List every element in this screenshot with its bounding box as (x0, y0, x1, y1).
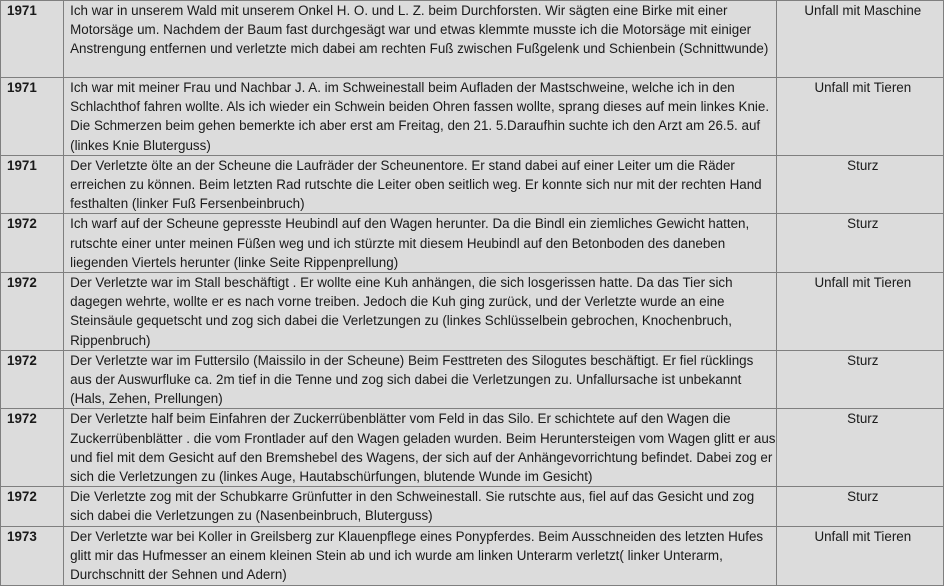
category-cell: Sturz (776, 214, 943, 273)
category-cell: Sturz (776, 487, 943, 526)
table-row (1, 409, 944, 487)
description-cell: Die Verletzte zog mit der Schubkarre Grünfutter in den Schweinestall. Sie rutschte aus, fiel auf das Gesicht und zog sich dabei die Verletzungen zu (Nasenbeinbruch, Bluterguss) (64, 487, 777, 526)
description-cell: Der Verletzte ölte an der Scheune die Laufräder der Scheunentore. Er stand dabei auf einer Leiter um die Räder erreichen zu können. Beim letzten Rad rutschte die Leiter oben seitlich weg. Er konnte sich nur mit der rechten Hand festhalten (linker Fuß Fersenbeinbruch) (64, 155, 777, 214)
category-cell: Unfall mit Tieren (776, 273, 943, 351)
year-cell: 1973 (1, 526, 64, 585)
category-cell: Unfall mit Tieren (776, 526, 943, 585)
year-cell: 1972 (1, 273, 64, 351)
table-row (1, 155, 944, 214)
table-row (1, 487, 944, 526)
table-row (1, 526, 944, 585)
category-cell: Unfall mit Maschine (776, 1, 943, 78)
year-cell: 1972 (1, 214, 64, 273)
description-cell: Der Verletzte half beim Einfahren der Zuckerrübenblätter vom Feld in das Silo. Er schichtete auf den Wagen die Zuckerrübenblätter . die vom Frontlader auf den Wagen geladen wurden. Beim Heruntersteigen vom Wagen glitt er aus und fiel mit dem Gesicht auf den Bremshebel des Wagens, der sich auf der Anhängevorrichtung befindet. Dabei zog er sich die Verletzungen zu (linkes Auge, Hautabschürfungen, blutende Wunde im Gesicht) (64, 409, 777, 487)
year-cell: 1971 (1, 78, 64, 156)
table-body (1, 1, 944, 586)
category-cell: Sturz (776, 350, 943, 409)
table-row (1, 214, 944, 273)
table-row (1, 1, 944, 78)
category-cell: Sturz (776, 409, 943, 487)
year-cell: 1972 (1, 487, 64, 526)
category-cell: Sturz (776, 155, 943, 214)
year-cell: 1972 (1, 409, 64, 487)
description-cell: Der Verletzte war im Stall beschäftigt . Er wollte eine Kuh anhängen, die sich losgerissen hatte. Da das Tier sich dagegen wehrte, wollte er es nach vorne treiben. Jedoch die Kuh ging zurück, und der Verletzte wurde an eine Steinsäule gequetscht und zog sich dabei die Verletzungen zu (linkes Schlüsselbein gebrochen, Knochenbruch, Rippenbruch) (64, 273, 777, 351)
description-cell: Ich war mit meiner Frau und Nachbar J. A. im Schweinestall beim Aufladen der Mastschweine, welche ich in den Schlachthof fahren wollte. Als ich wieder ein Schwein beiden Ohren fassen wollte, sprang dieses auf mein linkes Knie. Die Schmerzen beim gehen bemerkte ich aber erst am Freitag, den 21. 5.Daraufhin suchte ich den Arzt am 26.5. auf (linkes Knie Bluterguss) (64, 78, 777, 156)
table-row (1, 350, 944, 409)
year-cell: 1971 (1, 155, 64, 214)
description-cell: Ich warf auf der Scheune gepresste Heubindl auf den Wagen herunter. Da die Bindl ein ziemliches Gewicht hatten, rutschte einer unter meinen Füßen weg und ich stürzte mit diesem Heubindl auf den Betonboden des daneben liegenden Viertels herunter (linke Seite Rippenprellung) (64, 214, 777, 273)
table-row (1, 78, 944, 156)
description-cell: Ich war in unserem Wald mit unserem Onkel H. O. und L. Z. beim Durchforsten. Wir sägten eine Birke mit einer Motorsäge um. Nachdem der Baum fast durchgesägt war und etwas klemmte musste ich die Motorsäge mit einiger Anstrengung entfernen und verletzte mich dabei am rechten Fuß zwischen Fußgelenk und Schienbein (Schnittwunde) (64, 1, 777, 78)
description-cell: Der Verletzte war im Futtersilo (Maissilo in der Scheune) Beim Festtreten des Silogutes beschäftigt. Er fiel rücklings aus der Auswurfluke ca. 2m tief in die Tenne und zog sich dabei die Verletzungen zu. Unfallursache ist unbekannt (Hals, Zehen, Prellungen) (64, 350, 777, 409)
year-cell: 1971 (1, 1, 64, 78)
year-cell: 1972 (1, 350, 64, 409)
table-row (1, 273, 944, 351)
category-cell: Unfall mit Tieren (776, 78, 943, 156)
description-cell: Der Verletzte war bei Koller in Greilsberg zur Klauenpflege eines Ponypferdes. Beim Ausschneiden des letzten Hufes glitt mir das Hufmesser an einem kleinen Stein ab und ich wurde am linken Unterarm verletzt( linker Unterarm, Durchschnitt der Sehnen und Adern) (64, 526, 777, 585)
